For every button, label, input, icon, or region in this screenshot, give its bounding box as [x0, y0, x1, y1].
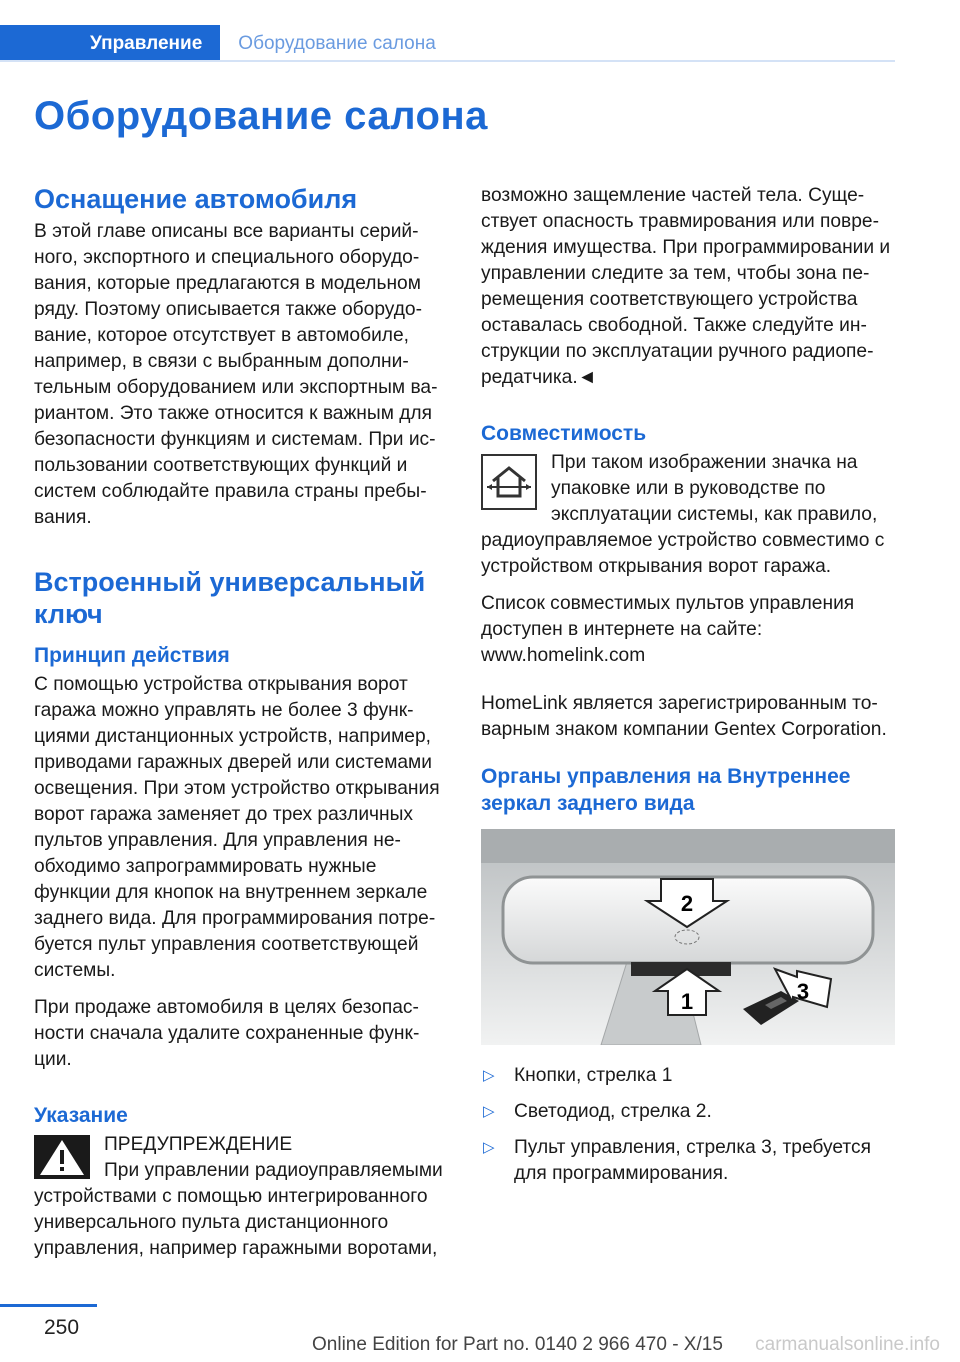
tab-interior-equipment[interactable]: Оборудование салона [238, 32, 436, 54]
edition-footer: Online Edition for Part no. 0140 2 966 470 - X/15 [312, 1334, 723, 1355]
paragraph-principle: С помощью устройства открывания ворот гаража можно управлять не более 3 функциями дистанционных устройств, например, приводами гаражных дверей или системами освещения. При этом устройство открывания ворот гаража заменяет до трех различных пультов управления. Для управления необходимо запрограммировать нужные функции для кнопок на внутреннем зеркале заднего вида. Для программирования потребуется пульт управления соответствующей системы. [34, 674, 440, 981]
warning-notice [34, 1132, 448, 1262]
heading-note: Указание [34, 1104, 128, 1127]
paragraph-trademark: HomeLink является зарегистрированным товарным знаком компании Gentex Corporation. [481, 693, 887, 740]
warning-triangle-icon [34, 1135, 90, 1179]
header-divider [0, 60, 895, 62]
list-item [481, 1099, 895, 1125]
compatibility-block [481, 450, 895, 580]
watermark: carmanualsonline.info [755, 1334, 940, 1355]
left-column [34, 183, 448, 1262]
heading-equipment: Оснащение автомобиля [34, 184, 358, 214]
warning-text: При управлении радиоуправляемыми устройствами с помощью интегрированного универсального пульта дистанционного управления, например гаражными воротами, [34, 1160, 443, 1259]
paragraph-list-remotes [481, 591, 895, 643]
page-number-rule [0, 1304, 97, 1307]
figure-label-2: 2 [680, 891, 694, 916]
heading-mirror-controls: Органы управления на Внутреннее зеркал заднего вида [481, 765, 851, 815]
figure-label-3: 3 [796, 979, 810, 1004]
list-item-text: Светодиод, стрелка 2. [514, 1101, 712, 1122]
garage-house-icon [481, 454, 537, 510]
tab-controls[interactable]: Управление [0, 25, 220, 62]
figure-label-1: 1 [680, 989, 694, 1014]
triangle-bullet-icon: ▷ [483, 1139, 495, 1156]
triangle-bullet-icon: ▷ [483, 1067, 495, 1084]
page-title: Оборудование салона [34, 94, 488, 138]
header-tabs [0, 25, 454, 62]
heading-universal-key: Встроенный универсальный ключ [34, 567, 426, 629]
figure-legend-list [481, 1063, 895, 1187]
right-column [481, 183, 895, 1197]
paragraph-equipment: В этой главе описаны все варианты серийного, экспортного и специального оборудования, которые предлагаются в модельном ряду. Поэтому описывается также оборудование, которое отсутствует в автомобиле, например, в связи с выбранным дополнительным оборудованием или экспортным вариантом. Это также относится к важным для безопасности функциям и системам. При использовании соответствующих функций и систем соблюдайте правила страны пребывания. [34, 221, 438, 528]
heading-principle: Принцип действия [34, 644, 230, 667]
warning-title: ПРЕДУПРЕЖДЕНИЕ [104, 1134, 293, 1155]
list-item-text: Пульт управления, стрелка 3, требуется для программирования. [514, 1137, 871, 1184]
list-item-text: Кнопки, стрелка 1 [514, 1065, 673, 1086]
paragraph-sale: При продаже автомобиля в целях безопасности сначала удалите сохраненные функции. [34, 997, 420, 1070]
triangle-bullet-icon: ▷ [483, 1103, 495, 1120]
list-item [481, 1063, 895, 1089]
list-item [481, 1135, 895, 1187]
paragraph-compatibility: При таком изображении значка на упаковке или в руководстве по эксплуатации системы, как правило, радиоуправляемое устройство совместимо с устройством открывания ворот гаража. [481, 452, 885, 577]
page-number: 250 [44, 1316, 80, 1339]
mirror-figure [481, 829, 895, 1045]
heading-compatibility: Совместимость [481, 422, 647, 445]
homelink-link[interactable]: www.homelink.com [481, 645, 646, 666]
paragraph-warning-continued: возможно защемление частей тела. Существует опасность травмирования или повреждения имущества. При программировании и управлении следите за тем, чтобы зона перемещения соответствующего устройства оставалась свободной. Также следуйте инструкции по эксплуатации ручного радиопередатчика.◄ [481, 185, 891, 388]
list-remotes-text: Список совместимых пультов управления доступен в интернете на сайте: [481, 593, 855, 640]
